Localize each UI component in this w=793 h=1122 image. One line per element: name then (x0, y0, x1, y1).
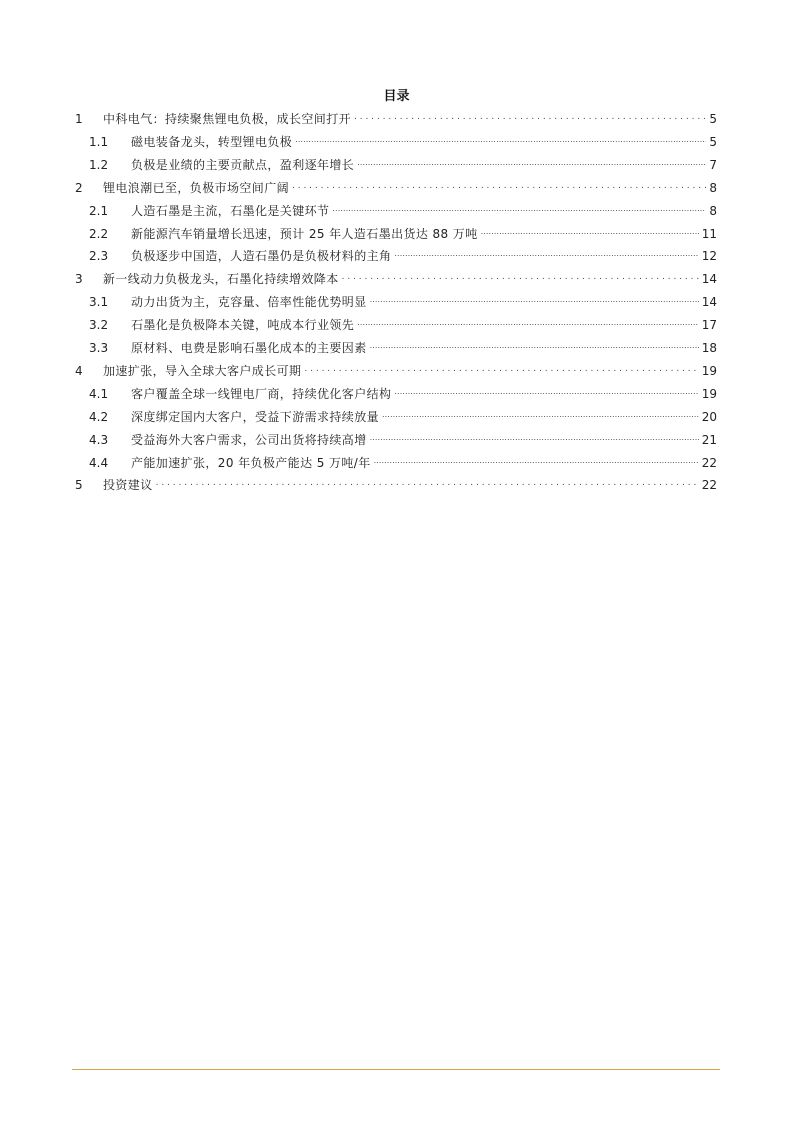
footer-rule (72, 1069, 720, 1070)
toc-entry-page[interactable]: 19 (701, 363, 717, 378)
toc-leader-dots (394, 387, 698, 399)
toc-entry-page[interactable]: 8 (709, 203, 717, 218)
toc-leader-dots (357, 158, 706, 170)
toc-entry-number: 1.1 (89, 134, 109, 149)
toc-entry[interactable] (75, 266, 717, 286)
toc-entry-number: 2.2 (89, 226, 109, 241)
toc-leader-dots (295, 135, 706, 147)
toc-entry-number: 4.4 (89, 455, 109, 470)
toc-entry[interactable] (89, 427, 717, 447)
toc-entry-page[interactable]: 12 (701, 249, 717, 264)
toc-entry-page[interactable]: 14 (701, 295, 717, 310)
toc-entry[interactable] (75, 175, 717, 195)
toc-entry-label[interactable]: 投资建议 (103, 478, 153, 493)
toc-entry-label[interactable]: 新能源汽车销量增长迅速，预计 25 年人造石墨出货达 88 万吨 (131, 226, 478, 241)
toc-leader-dots (292, 181, 706, 193)
toc-entry[interactable] (89, 198, 717, 218)
toc-entry-page[interactable]: 5 (709, 112, 717, 126)
toc-leader-dots (394, 249, 698, 261)
toc-entry-label[interactable]: 磁电装备龙头，转型锂电负极 (131, 134, 293, 149)
toc-entry-number: 5 (75, 478, 83, 493)
toc-entry-page[interactable]: 19 (701, 386, 717, 401)
toc-entry-page[interactable]: 7 (709, 157, 717, 172)
toc-leader-dots (357, 318, 699, 330)
toc-leader-dots (370, 433, 699, 445)
toc-entry-number: 1 (75, 112, 83, 126)
toc-entry-number: 4 (75, 363, 83, 378)
toc-entry-page[interactable]: 22 (701, 455, 717, 470)
toc-entry-label[interactable]: 石墨化是负极降本关键，吨成本行业领先 (131, 318, 355, 333)
toc-leader-dots (370, 341, 699, 353)
toc-leader-dots (304, 364, 698, 376)
toc-entry[interactable] (89, 450, 717, 470)
toc-entry-label[interactable]: 负极逐步中国造，人造石墨仍是负极材料的主角 (131, 249, 392, 264)
toc-entry-page[interactable]: 20 (701, 409, 717, 424)
toc-entry[interactable] (89, 152, 717, 172)
toc-leader-dots (481, 227, 699, 239)
toc-leader-dots (370, 295, 699, 307)
toc-leader-dots (332, 204, 706, 216)
toc-entry-number: 3.1 (89, 295, 109, 310)
toc-entry-page[interactable]: 14 (701, 272, 717, 287)
toc-entry-page[interactable]: 18 (701, 341, 717, 355)
toc-entry[interactable] (75, 358, 717, 378)
toc-entry-page[interactable]: 11 (701, 226, 717, 241)
toc-entry-number: 4.2 (89, 409, 109, 424)
toc-entry-label[interactable]: 原材料、电费是影响石墨化成本的主要因素 (131, 341, 367, 355)
toc-entry[interactable] (89, 335, 717, 355)
toc-entry-number: 3.3 (89, 341, 109, 355)
toc-entry-number: 2.3 (89, 249, 109, 264)
toc-entry-label[interactable]: 负极是业绩的主要贡献点，盈利逐年增长 (131, 157, 355, 172)
toc-entry-label[interactable]: 人造石墨是主流，石墨化是关键环节 (131, 203, 330, 218)
toc-entry[interactable] (89, 381, 717, 401)
toc-entry-number: 2.1 (89, 203, 109, 218)
toc-entry-page[interactable]: 5 (709, 134, 717, 149)
toc-entry[interactable] (75, 106, 717, 126)
toc-leader-dots (382, 410, 699, 422)
toc-entry-label[interactable]: 加速扩张，导入全球大客户成长可期 (103, 363, 302, 378)
toc-leader-dots (354, 112, 706, 124)
toc-entry-label[interactable]: 受益海外大客户需求，公司出货将持续高增 (131, 432, 367, 447)
toc-entry-page[interactable]: 8 (709, 180, 717, 195)
toc-entry-number: 1.2 (89, 157, 109, 172)
toc-entry-number: 3.2 (89, 318, 109, 333)
toc-entry-label[interactable]: 新一线动力负极龙头，石墨化持续增效降本 (103, 272, 339, 287)
toc-title: 目录 (383, 89, 410, 104)
toc-entry-label[interactable]: 产能加速扩张，20 年负极产能达 5 万吨/年 (131, 455, 371, 470)
toc-entry[interactable] (89, 404, 717, 424)
toc-entry-label[interactable]: 动力出货为主，克容量、倍率性能优势明显 (131, 295, 367, 310)
toc-entry-label[interactable]: 客户覆盖全球一线锂电厂商，持续优化客户结构 (131, 386, 392, 401)
toc-entry[interactable] (89, 129, 717, 149)
toc-entry-page[interactable]: 17 (701, 318, 717, 333)
toc-entry-number: 2 (75, 180, 83, 195)
toc-leader-dots (156, 478, 699, 490)
toc-entry-number: 4.3 (89, 432, 109, 447)
toc-entry-page[interactable]: 21 (701, 432, 717, 447)
toc-leader-dots (342, 272, 699, 284)
toc-entry[interactable] (89, 243, 717, 263)
toc-entry[interactable] (89, 289, 717, 309)
toc-entry[interactable] (89, 221, 717, 241)
toc-entry-page[interactable]: 22 (701, 478, 717, 493)
toc-entry-label[interactable]: 锂电浪潮已至，负极市场空间广阔 (103, 180, 290, 195)
toc-entry-label[interactable]: 中科电气：持续聚焦锂电负极，成长空间打开 (103, 112, 352, 126)
toc-entry-number: 4.1 (89, 386, 109, 401)
toc-entry[interactable] (89, 312, 717, 332)
toc-entry-number: 3 (75, 272, 83, 287)
toc-entry[interactable] (75, 472, 717, 492)
toc-leader-dots (374, 456, 699, 468)
toc-entry-label[interactable]: 深度绑定国内大客户，受益下游需求持续放量 (131, 409, 380, 424)
